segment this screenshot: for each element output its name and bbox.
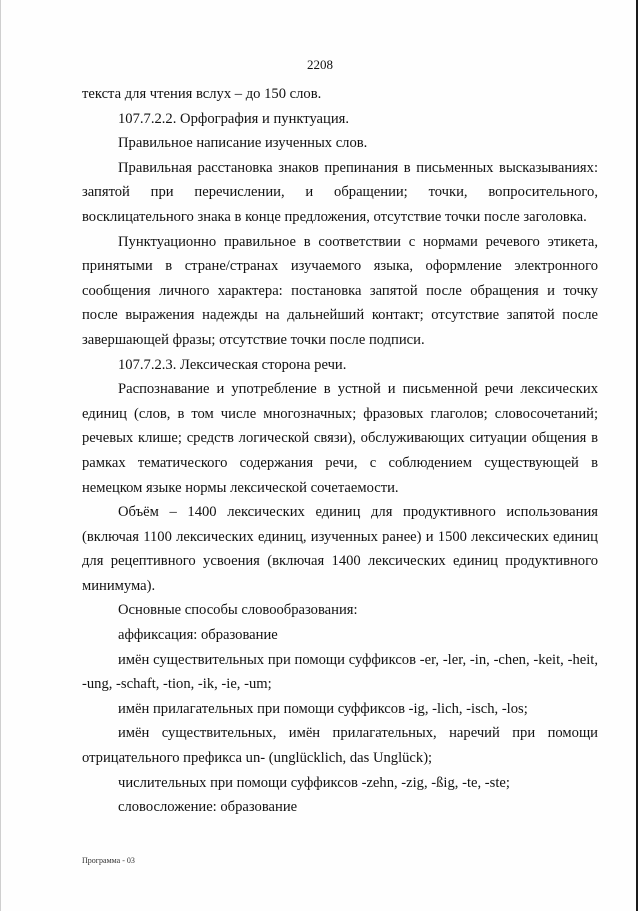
- paragraph-13: имён существительных, имён прилагательных, наречий при помощи отрицательного префикса un- (unglücklich, das Unglück);: [82, 725, 598, 767]
- paragraph-6: 107.7.2.3. Лексическая сторона речи.: [118, 356, 347, 373]
- footer-note: Программа - 03: [82, 856, 135, 865]
- paragraph-14: числительных при помощи суффиксов -zehn, -zig, -ßig, -te, -ste;: [118, 774, 510, 791]
- paragraph-4: Правильная расстановка знаков препинания в письменных высказываниях: запятой при перечислении, и обращении; точки, вопросительного, восклицательного знака в конце предложения, отсутствие точки после заголовка.: [82, 159, 598, 225]
- paragraph-3: Правильное написание изученных слов.: [118, 135, 368, 152]
- scan-left-edge: [0, 0, 1, 911]
- paragraph-10: аффиксация: образование: [118, 627, 278, 644]
- paragraph-1: текста для чтения вслух – до 150 слов.: [82, 86, 322, 102]
- scan-right-edge: [636, 0, 638, 911]
- paragraph-15: словосложение: образование: [118, 799, 298, 816]
- paragraph-8: Объём – 1400 лексических единиц для продуктивного использования (включая 1100 лексических единиц, изученных ранее) и 1500 лексических единиц для рецептивного усвоения (включая 1400 лексических единиц продуктивного минимума).: [82, 504, 598, 594]
- document-body: [82, 82, 598, 820]
- page-number: 2208: [307, 57, 333, 72]
- paragraph-5: Пунктуационно правильное в соответствии с нормами речевого этикета, принятыми в стране/странах изучаемого языка, оформление электронного сообщения личного характера: постановка запятой после обращения и точку после выражения надежды на дальнейший контакт; отсутствие запятой после завершающей фразы; отсутствие точки после подписи.: [82, 233, 598, 348]
- paragraph-7: Распознавание и употребление в устной и письменной речи лексических единиц (слов, в том числе многозначных; фразовых глаголов; словосочетаний; речевых клише; средств логической связи), обслуживающих ситуации общения в рамках тематического содержания речи, с соблюдением существующей в немецком языке нормы лексической сочетаемости.: [82, 381, 598, 496]
- paragraph-12: имён прилагательных при помощи суффиксов -ig, -lich, -isch, -los;: [118, 700, 528, 717]
- paragraph-2: 107.7.2.2. Орфография и пунктуация.: [118, 110, 350, 127]
- paragraph-11: имён существительных при помощи суффиксов -er, -ler, -in, -chen, -keit, -heit, -ung, -schaft, -tion, -ik, -ie, -um;: [82, 651, 598, 693]
- paragraph-9: Основные способы словообразования:: [118, 602, 358, 619]
